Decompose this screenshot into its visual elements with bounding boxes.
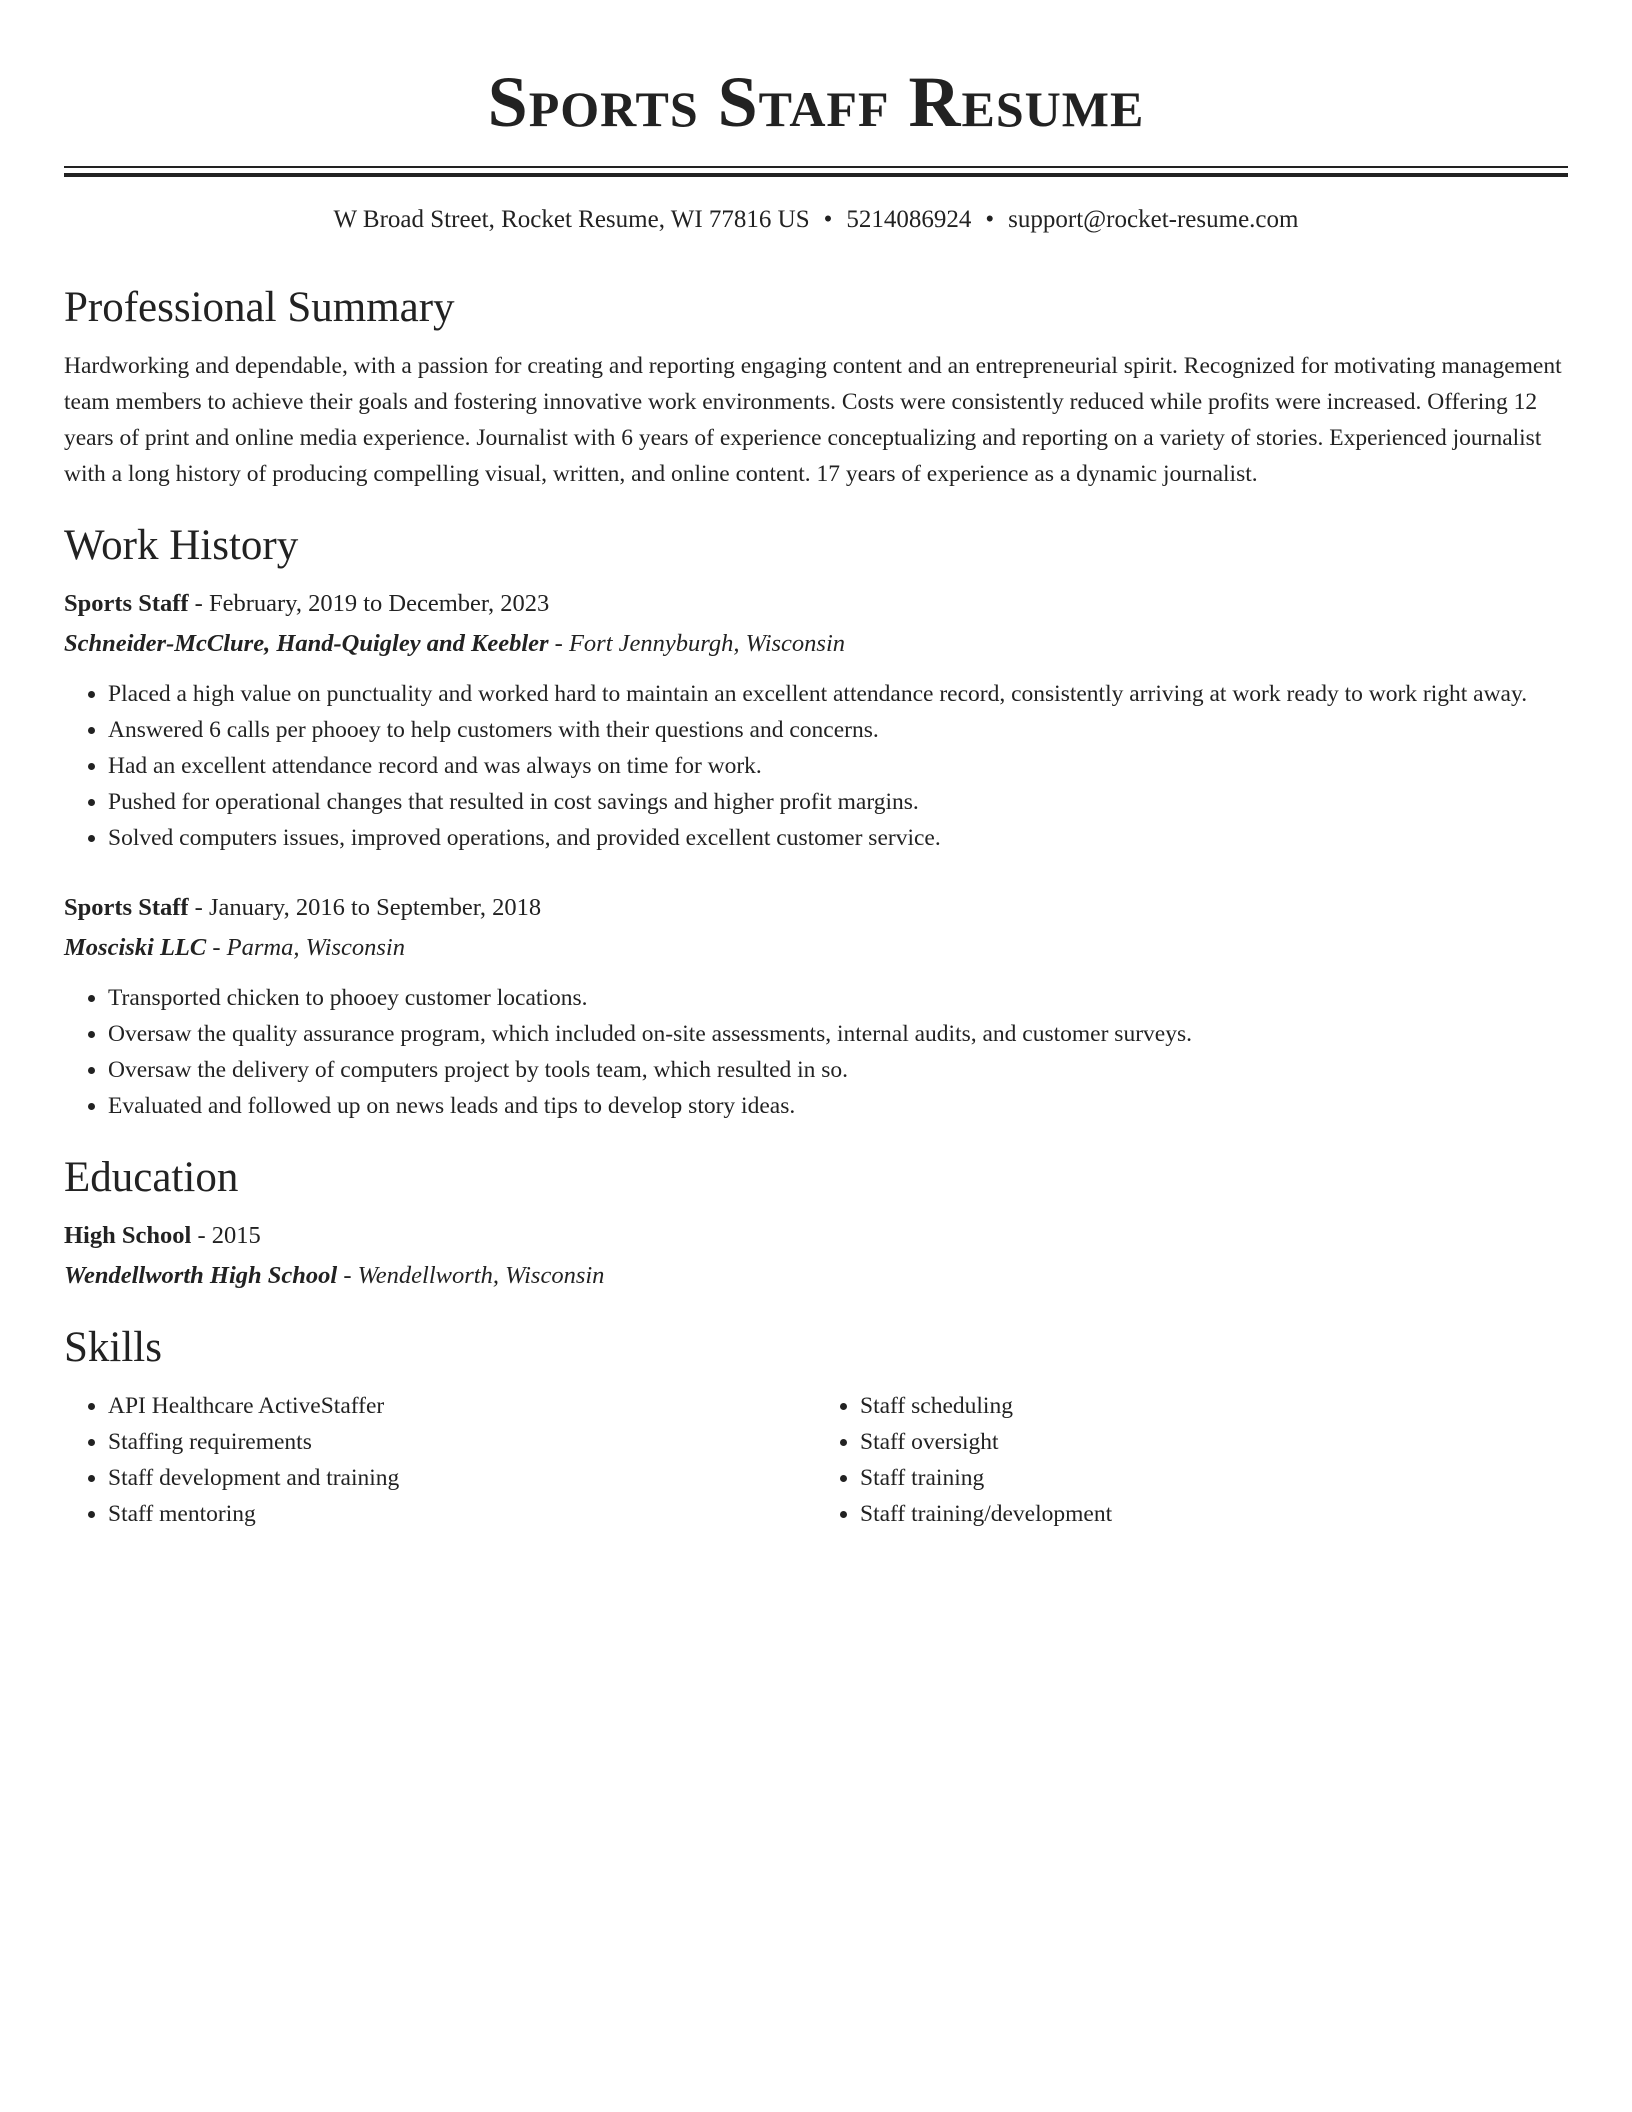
job-dash: -	[548, 630, 569, 657]
job-bullet: • Answered 6 calls per phooey to help customers with their questions and concerns.	[108, 712, 1568, 748]
job-bullet: • Solved computers issues, improved operations, and provided excellent customer service.	[108, 820, 1568, 856]
summary-heading: Professional Summary	[64, 284, 455, 331]
skill-item: • Staff oversight	[860, 1424, 1568, 1460]
job-title-line	[64, 890, 1568, 926]
job-bullets	[64, 676, 1568, 856]
education-year: 2015	[211, 1222, 261, 1249]
skill-item: • Staff mentoring	[108, 1496, 816, 1532]
job-dates: January, 2016 to September, 2018	[208, 894, 542, 921]
contact-separator: •	[823, 206, 833, 233]
education-school: Wendellworth High School	[64, 1262, 338, 1289]
job-company-line	[64, 930, 1568, 966]
job-location: Fort Jennyburgh, Wisconsin	[568, 630, 846, 657]
education-location: Wendellworth, Wisconsin	[357, 1262, 605, 1289]
job-title-line	[64, 586, 1568, 622]
job-bullet: • Placed a high value on punctuality and worked hard to maintain an excellent attendance record, consistently arriving at work ready to work right away.	[108, 676, 1568, 712]
skill-item: • API Healthcare ActiveStaffer	[108, 1388, 816, 1424]
job-bullets	[64, 980, 1568, 1124]
summary-text: Hardworking and dependable, with a passion for creating and reporting engaging content and an entrepreneurial spirit. Recognized for motivating management team members to achieve their goals and fostering innovative work environments. Costs were consistently reduced while profits were increased. Offering 12 years of print and online media experience. Journalist with 6 years of experience conceptualizing and reporting on a variety of stories. Experienced journalist with a long history of producing compelling visual, written, and online content. 17 years of experience as a dynamic journalist.	[64, 353, 1562, 487]
contact-phone: 5214086924	[846, 206, 972, 233]
skill-item: • Staff training	[860, 1460, 1568, 1496]
contact-address: W Broad Street, Rocket Resume, WI 77816 US	[333, 206, 810, 233]
skill-item: • Staff development and training	[108, 1460, 816, 1496]
contact-separator: •	[985, 206, 995, 233]
education-dash: -	[337, 1262, 358, 1289]
job-bullet: • Evaluated and followed up on news leads and tips to develop story ideas.	[108, 1088, 1568, 1124]
job-company-line	[64, 626, 1568, 662]
divider-thin-line	[64, 166, 1568, 168]
skill-item: • Staff training/development	[860, 1496, 1568, 1532]
education-dash: -	[191, 1222, 212, 1249]
job-bullet: • Had an excellent attendance record and was always on time for work.	[108, 748, 1568, 784]
work-history-heading: Work History	[64, 522, 299, 569]
title-divider	[64, 166, 1568, 178]
divider-thick-line	[64, 173, 1568, 177]
skills-list	[816, 1388, 1568, 1532]
skills-heading: Skills	[64, 1324, 162, 1371]
job-entry	[64, 586, 1568, 856]
job-bullet: • Oversaw the quality assurance program, which included on-site assessments, internal audits, and customer surveys.	[108, 1016, 1568, 1052]
job-bullet: • Oversaw the delivery of computers project by tools team, which resulted in so.	[108, 1052, 1568, 1088]
contact-email: support@rocket-resume.com	[1008, 206, 1299, 233]
job-dash: -	[188, 894, 209, 921]
skill-item: • Staff scheduling	[860, 1388, 1568, 1424]
education-degree: High School	[64, 1222, 192, 1249]
job-company: Schneider-McClure, Hand-Quigley and Keebler	[64, 630, 549, 657]
skills-grid	[64, 1388, 1568, 1532]
education-school-line	[64, 1258, 1568, 1294]
skills-column-left	[64, 1388, 816, 1532]
job-entry	[64, 890, 1568, 1124]
job-bullet: • Pushed for operational changes that resulted in cost savings and higher profit margins.	[108, 784, 1568, 820]
job-company: Mosciski LLC	[64, 934, 207, 961]
job-dash: -	[188, 590, 209, 617]
skills-column-right	[816, 1388, 1568, 1532]
job-dates: February, 2019 to December, 2023	[208, 590, 550, 617]
education-degree-line	[64, 1218, 1568, 1254]
job-bullet: • Transported chicken to phooey customer locations.	[108, 980, 1568, 1016]
contact-line	[64, 204, 1568, 236]
job-location: Parma, Wisconsin	[226, 934, 405, 961]
job-title: Sports Staff	[64, 590, 189, 617]
resume-title: Sports Staff Resume	[487, 62, 1145, 142]
job-title: Sports Staff	[64, 894, 189, 921]
job-dash: -	[206, 934, 227, 961]
skill-item: • Staffing requirements	[108, 1424, 816, 1460]
education-heading: Education	[64, 1154, 239, 1201]
skills-list	[64, 1388, 816, 1532]
